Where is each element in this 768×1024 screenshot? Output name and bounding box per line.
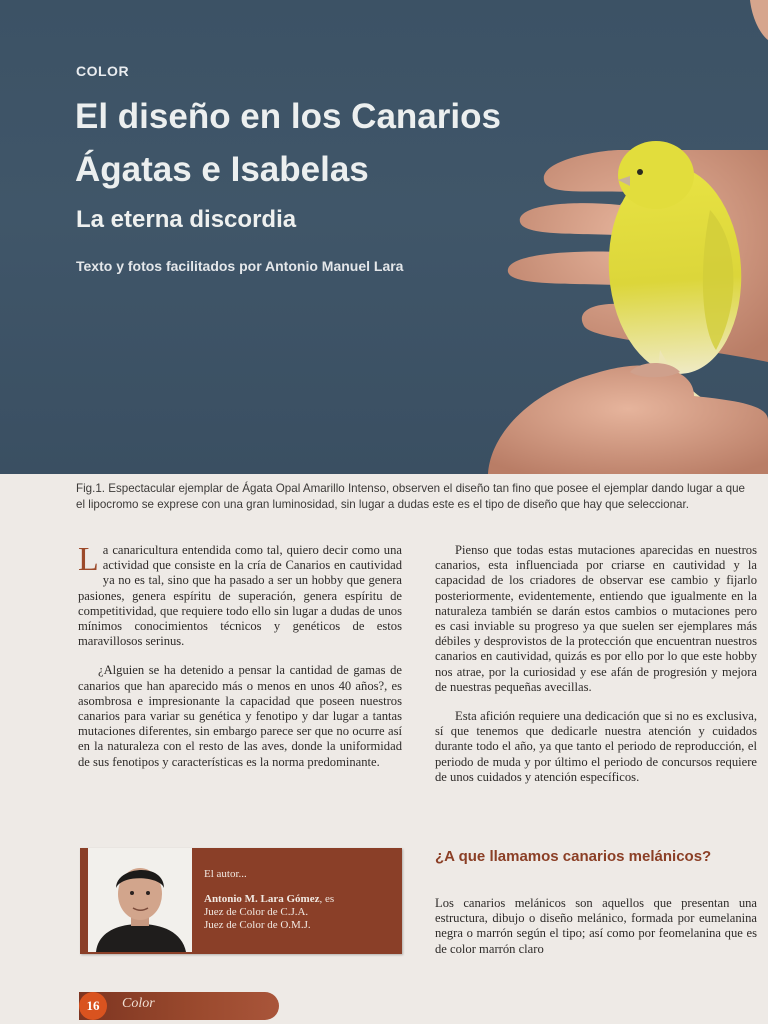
author-portrait [88,848,192,952]
author-details [204,868,394,932]
paragraph-text: a canaricultura entendida como tal, quiero decir como una actividad que consiste en la cría de Canarios en cautividad ya no es tal, sino que ha pasado a ser un hobby que genera pasiones, genera espíritu de superación, genera espíritu de competitividad, que requiere todo ello sin lugar a dudas de unos mínimos conocimientos técnicos y genéticos de estos maravillosos serinus. [78,543,402,649]
paragraph [78,543,402,649]
footer-section-label: Color [122,996,155,1011]
drop-cap: L [78,541,99,578]
author-role: Juez de Color de O.M.J. [204,919,311,931]
article-subtitle: La eterna discordia [76,206,297,233]
author-name-line [204,893,394,906]
paragraph: Pienso que todas estas mutaciones aparecidas en nuestros canarios, esta influenciada por criarse en cautividad y la capacidad de los criadores de observar ese cambio y fijarlo posteriormente, evidentemente, entiendo que igualmente en la naturaleza también se darán estos cambios o mutaciones pero es casi inviable su progreso ya que suelen ser ejemplares más débiles y desprovistos de la protección que encuentran nuestros canarios en cautividad, quizás es por ello por lo que este hobby nos atrae, por la curiosidad y ese afán de progresión y mejora de nuestras pequeñas avecillas. [435,543,757,694]
left-column [78,543,402,784]
page-number: 16 [79,992,107,1020]
background-watermark [0,548,12,598]
figure-caption: Fig.1. Espectacular ejemplar de Ágata Opal Amarillo Intenso, observen el diseño tan fino que posee el ejemplar dando lugar a que el lipocromo se exprese con una gran luminosidad, sin lugar a dudas este es el tipo de diseño que hay que seleccionar. [76,482,745,511]
author-role: Juez de Color de C.J.A. [204,906,309,918]
canary-photo [480,0,768,474]
author-lead: El autor... [204,868,247,880]
paragraph: ¿Alguien se ha detenido a pensar la cantidad de gamas de canarios que han aparecido más o menos en unos 40 años?, es asombrosa e impresionante la capacidad que poseen nuestros canarios para variar su genética y fenotipo y dar lugar a tantas mutaciones diferentes, sin embargo parece ser que no ocurre así en la naturaleza con el resto de las aves, donde la uniformidad de sus fenotipos y características es la norma predominante. [78,663,402,769]
title-line-1: El diseño en los Canarios [75,97,501,136]
footer-bar [79,992,279,1020]
author-name-suffix: , es [319,893,335,905]
photo-credits: Texto y fotos facilitados por Antonio Manuel Lara [76,258,404,274]
right-column-continued [435,896,757,957]
canary-head [618,141,694,209]
right-column [435,543,757,799]
title-line-2: Ágatas e Isabelas [75,150,369,189]
section-kicker: COLOR [76,63,130,79]
lower-hand [488,366,768,475]
author-box [80,848,402,954]
author-name: Antonio M. Lara Gómez [204,893,320,905]
paragraph: Los canarios melánicos son aquellos que presentan una estructura, dibujo o diseño melánico, formada por eumelanina negra o marrón según el tipo; así como por feomelanina que es de color marrón claro [435,896,757,956]
section-heading: ¿A que llamamos canarios melánicos? [435,848,712,865]
paragraph: Esta afición requiere una dedicación que si no es exclusiva, sí que tenemos que dedicarle nuestra atención y cuidados durante todo el año, ya que tanto el periodo de reproducción, el periodo de muda y por último el periodo de concursos requiere de unos cuidados y atención específicos. [435,709,757,784]
hero-banner [0,0,768,474]
